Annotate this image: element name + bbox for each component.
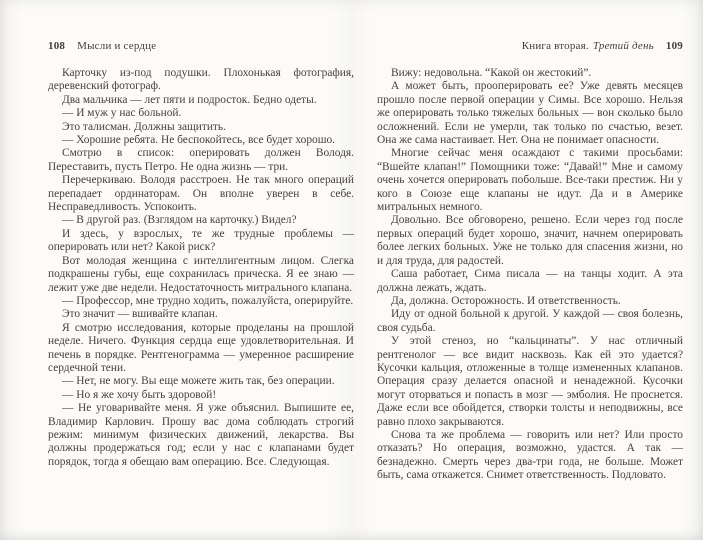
left-running-header <box>48 40 354 54</box>
paragraph: Многие сейчас меня осаждают с такими просьбами: “Вшейте клапан!” Помощники тоже: “Давай!” Мне и самому очень хочется оперировать побольше. Все-таки престиж. Ни у кого в Союзе еще клапаны не идут. Да и в Америке митральных немного. <box>377 147 683 214</box>
paragraph: Вижу: недовольна. “Какой он жестокий”. <box>391 67 592 79</box>
paragraph: Да, должна. Осторожность. И ответственность. <box>391 294 621 307</box>
left-page <box>48 40 354 469</box>
paragraph: Это талисман. Должны защитить. <box>62 120 226 133</box>
paragraph: Снова та же проблема — говорить или нет? Или просто отказать? Но операция, возможно, удастся. А так — безнадежно. Смерть через два-три года, не больше. Может быть, сама откажется. Снимет ответственность. Подловато. <box>377 428 683 482</box>
paragraph: И здесь, у взрослых, те же трудные проблемы — оперировать или нет? Какой риск? <box>48 227 354 254</box>
left-page-body <box>48 67 354 469</box>
right-page <box>377 40 683 483</box>
paragraph: — Профессор, мне трудно ходить, пожалуйста, оперируйте. <box>62 294 354 307</box>
paragraph: Вот молодая женщина с интеллигентным лицом. Слегка подкрашены губы, еще сохранилась прическа. Я ее знаю — лежит уже две недели. Недостаточность митрального клапана. <box>48 254 354 294</box>
paragraph: Я смотрю исследования, которые проделаны на прошлой неделе. Ничего. Функция сердца еще удовлетворительная. И печень в порядке. Рентгенограмма — умеренное расширение сердечной тени. <box>48 321 354 374</box>
paragraph: — Нет, не могу. Вы еще можете жить так, без операции. <box>62 375 335 388</box>
paragraph: Карточку из-под подушки. Плохонькая фотография, деревенский фотограф. <box>48 67 354 93</box>
paragraph: Саша работает, Сима писала — на танцы ходит. А эта должна лежать, ждать. <box>377 268 683 294</box>
paragraph: — Хорошие ребята. Не беспокойтесь, все будет хорошо. <box>62 134 336 147</box>
paragraph: У этой стеноз, но “кальцинаты”. У нас отличный рентгенолог — все видит насквозь. Как ей это удается? Кусочки кальция, отложенные в толще измененных клапанов. Операция сразу делается опасной и ненадежной. Кусочки могут оторваться и попасть в мозг — эмболия. Не проснется. Даже если все обойдется, створки толсты и неподвижны, все равно плохо закрываются. <box>377 335 683 428</box>
paragraph: Смотрю в список: оперировать должен Володя. Переставить, пусть Петро. Не одна жизнь — три. <box>48 147 354 173</box>
paragraph: Иду от одной больной к другой. У каждой — своя болезнь, своя судьба. <box>377 308 683 334</box>
paragraph: А может быть, прооперировать ее? Уже девять месяцев прошло после первой операции у Симы. Все хорошо. Нельзя же оперировать только тяжелых больных — вон сколько было осложнений. Если не умерли, так только по счастью, везет. Она же сама настаивает. Нет. Она не понимает опасности. <box>377 80 683 147</box>
right-running-header <box>377 40 683 54</box>
left-running-title: Мысли и сердце <box>77 40 157 52</box>
paragraph: Перечеркиваю. Володя расстроен. Не так много операций перепадает ординаторам. Он вполне уверен в себе. Несправедливость. Успокоить. <box>48 174 354 214</box>
paragraph: — И муж у нас больной. <box>62 107 182 120</box>
paragraph: — Не уговаривайте меня. Я уже объяснил. Выпишите ее, Владимир Карлович. Прошу вас дома соблюдать строгий режим: минимум физических движений, лекарства. Вы должны продержаться год; если у нас с клапанами будет порядок, тогда я обещаю вам операцию. Все. Следующая. <box>48 402 354 468</box>
paragraph: Это значит — вшивайте клапан. <box>62 308 218 321</box>
right-page-body <box>377 67 683 483</box>
paragraph: Довольно. Все обговорено, решено. Если через год после первых операций будет хорошо, значит, начнем оперировать более легких больных. Уже не только для спасения жизни, но и для труда, для радостей. <box>377 214 683 267</box>
paragraph: — В другой раз. (Взглядом на карточку.) Видел? <box>62 214 297 227</box>
paragraph: Два мальчика — лет пяти и подросток. Бедно одеты. <box>62 93 317 106</box>
left-page-number: 108 <box>48 40 66 52</box>
right-page-number: 109 <box>665 40 683 52</box>
right-running-title-italic: Третий день <box>592 40 654 52</box>
paragraph: — Но я же хочу быть здоровой! <box>62 388 217 401</box>
right-running-title: Книга вторая. <box>521 40 589 52</box>
